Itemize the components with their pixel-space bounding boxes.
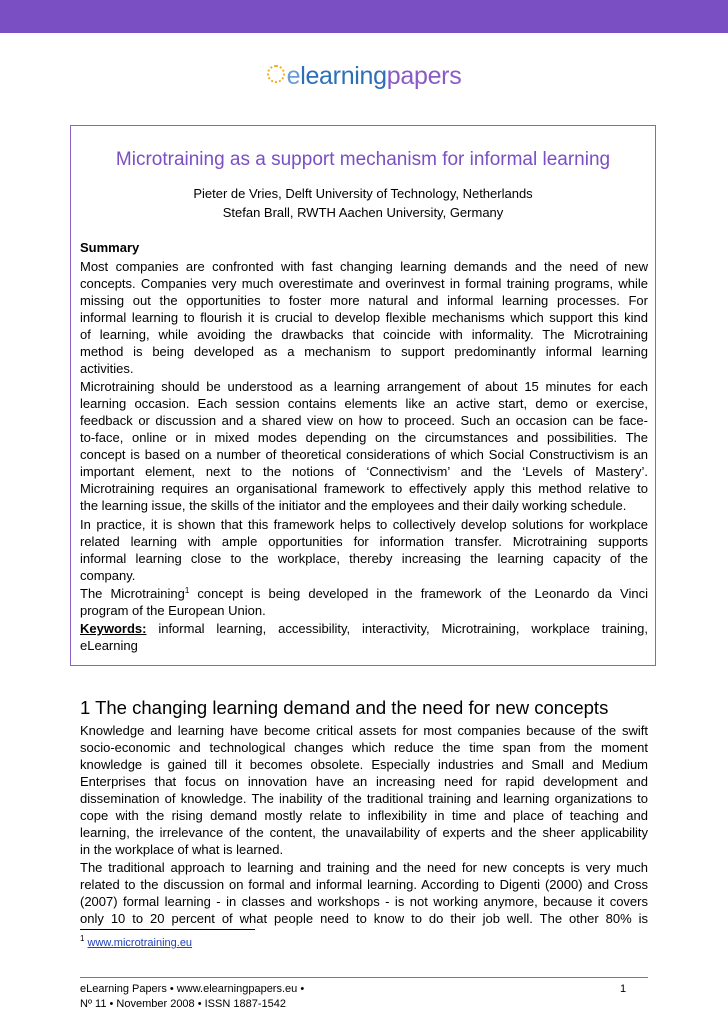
footnote-reference: 1 (184, 586, 190, 595)
footnote-link[interactable]: www.microtraining.eu (87, 937, 193, 949)
summary-paragraph-2: Microtraining should be understood as a learning arrangement of about 15 minutes for each learning occasion. Each session contains elements like an active start, demo or exercise, feedback or discussion and a shared view on how to proceed. Such an occasion can be face- to-face, online or in mixed modes depending on the circumstances and possibilities. The concept is based on a number of theoretical considerations of which Social Constructivism is an important element, next to the notions of ‘Connectivism’ and the ‘Levels of Mastery’. Microtraining requires an organisational framework to effectively apply this method relative to the learning issue, the skills of the initiator and the employees and their daily working schedule. (80, 379, 648, 513)
summary-paragraph-4: The Microtraining$^1$ concept is being developed in the framework of the Leonardo da Vinci program of the European Union. (80, 586, 648, 618)
section-1-paragraph-2: The traditional approach to learning and training and the need for new concepts is very much related to the discussion on formal and informal learning. According to Digenti (2000) and Cross (2007) formal learning - in classes and workshops - is not working anymore, because it covers only 10 to 20 percent of what people need to know to do their job well. The other 80% is (80, 860, 648, 926)
footnote-number: 1 (80, 934, 85, 943)
logo-dots-icon (267, 65, 285, 83)
section-1-heading: 1 The changing learning demand and the need for new concepts (80, 697, 609, 718)
author-line-1: Pieter de Vries, Delft University of Technology, Netherlands (193, 186, 533, 201)
footer-line-2: Nº 11 • November 2008 • ISSN 1887-1542 (80, 998, 286, 1010)
footnote-divider (80, 929, 255, 930)
section-1-paragraph-1: Knowledge and learning have become critical assets for most companies because of the swift socio-economic and technological changes which reduce the time span from the moment knowledge is gained till it becomes obsolete. Especially industries and Small and Medium Enterprises that focus on innovation have an increasing need for rapid development and dissemination of knowledge. The inability of the traditional training and learning organizations to cope with the rising demand mostly relate to inflexibility in time and place of teaching and learning, the irrelevance of the content, the unavailability of experts and the sheer applicability in the workplace of what is learned. (80, 723, 648, 857)
elearningpapers-logo: elearningpapers (0, 62, 728, 91)
summary-paragraph-1: Most companies are confronted with fast changing learning demands and the need of new concepts. Companies very much overestimate and overinvest in formal training programs, while missing out the opportunities to foster more natural and informal learning processes. For informal learning to flourish it is crucial to develop flexible mechanisms which support this kind of learning, while avoiding the drawbacks that coincide with informality. The Microtraining method is being developed as a mechanism to support predominantly informal learning activities. (80, 259, 648, 376)
author-line-2: Stefan Brall, RWTH Aachen University, Germany (222, 205, 504, 220)
summary-label: Summary (80, 240, 140, 255)
keywords-label: Keywords: (80, 621, 147, 636)
top-color-bar (0, 0, 728, 33)
footer-divider (80, 977, 648, 978)
summary-paragraph-3: In practice, it is shown that this framework helps to collectively develop solutions for workplace related learning with ample opportunities for information transfer. Microtraining supports informal learning close to the workplace, thereby increasing the learning capacity of the company. (80, 517, 648, 583)
footer-line-1: eLearning Papers • www.elearningpapers.eu • (80, 983, 305, 995)
footnote (80, 934, 193, 949)
article-title: Microtraining as a support mechanism for informal learning (115, 149, 611, 170)
keywords: Keywords: informal learning, accessibility, interactivity, Microtraining, workplace training, eLearning (80, 621, 648, 653)
page-number: 1 (620, 983, 627, 995)
